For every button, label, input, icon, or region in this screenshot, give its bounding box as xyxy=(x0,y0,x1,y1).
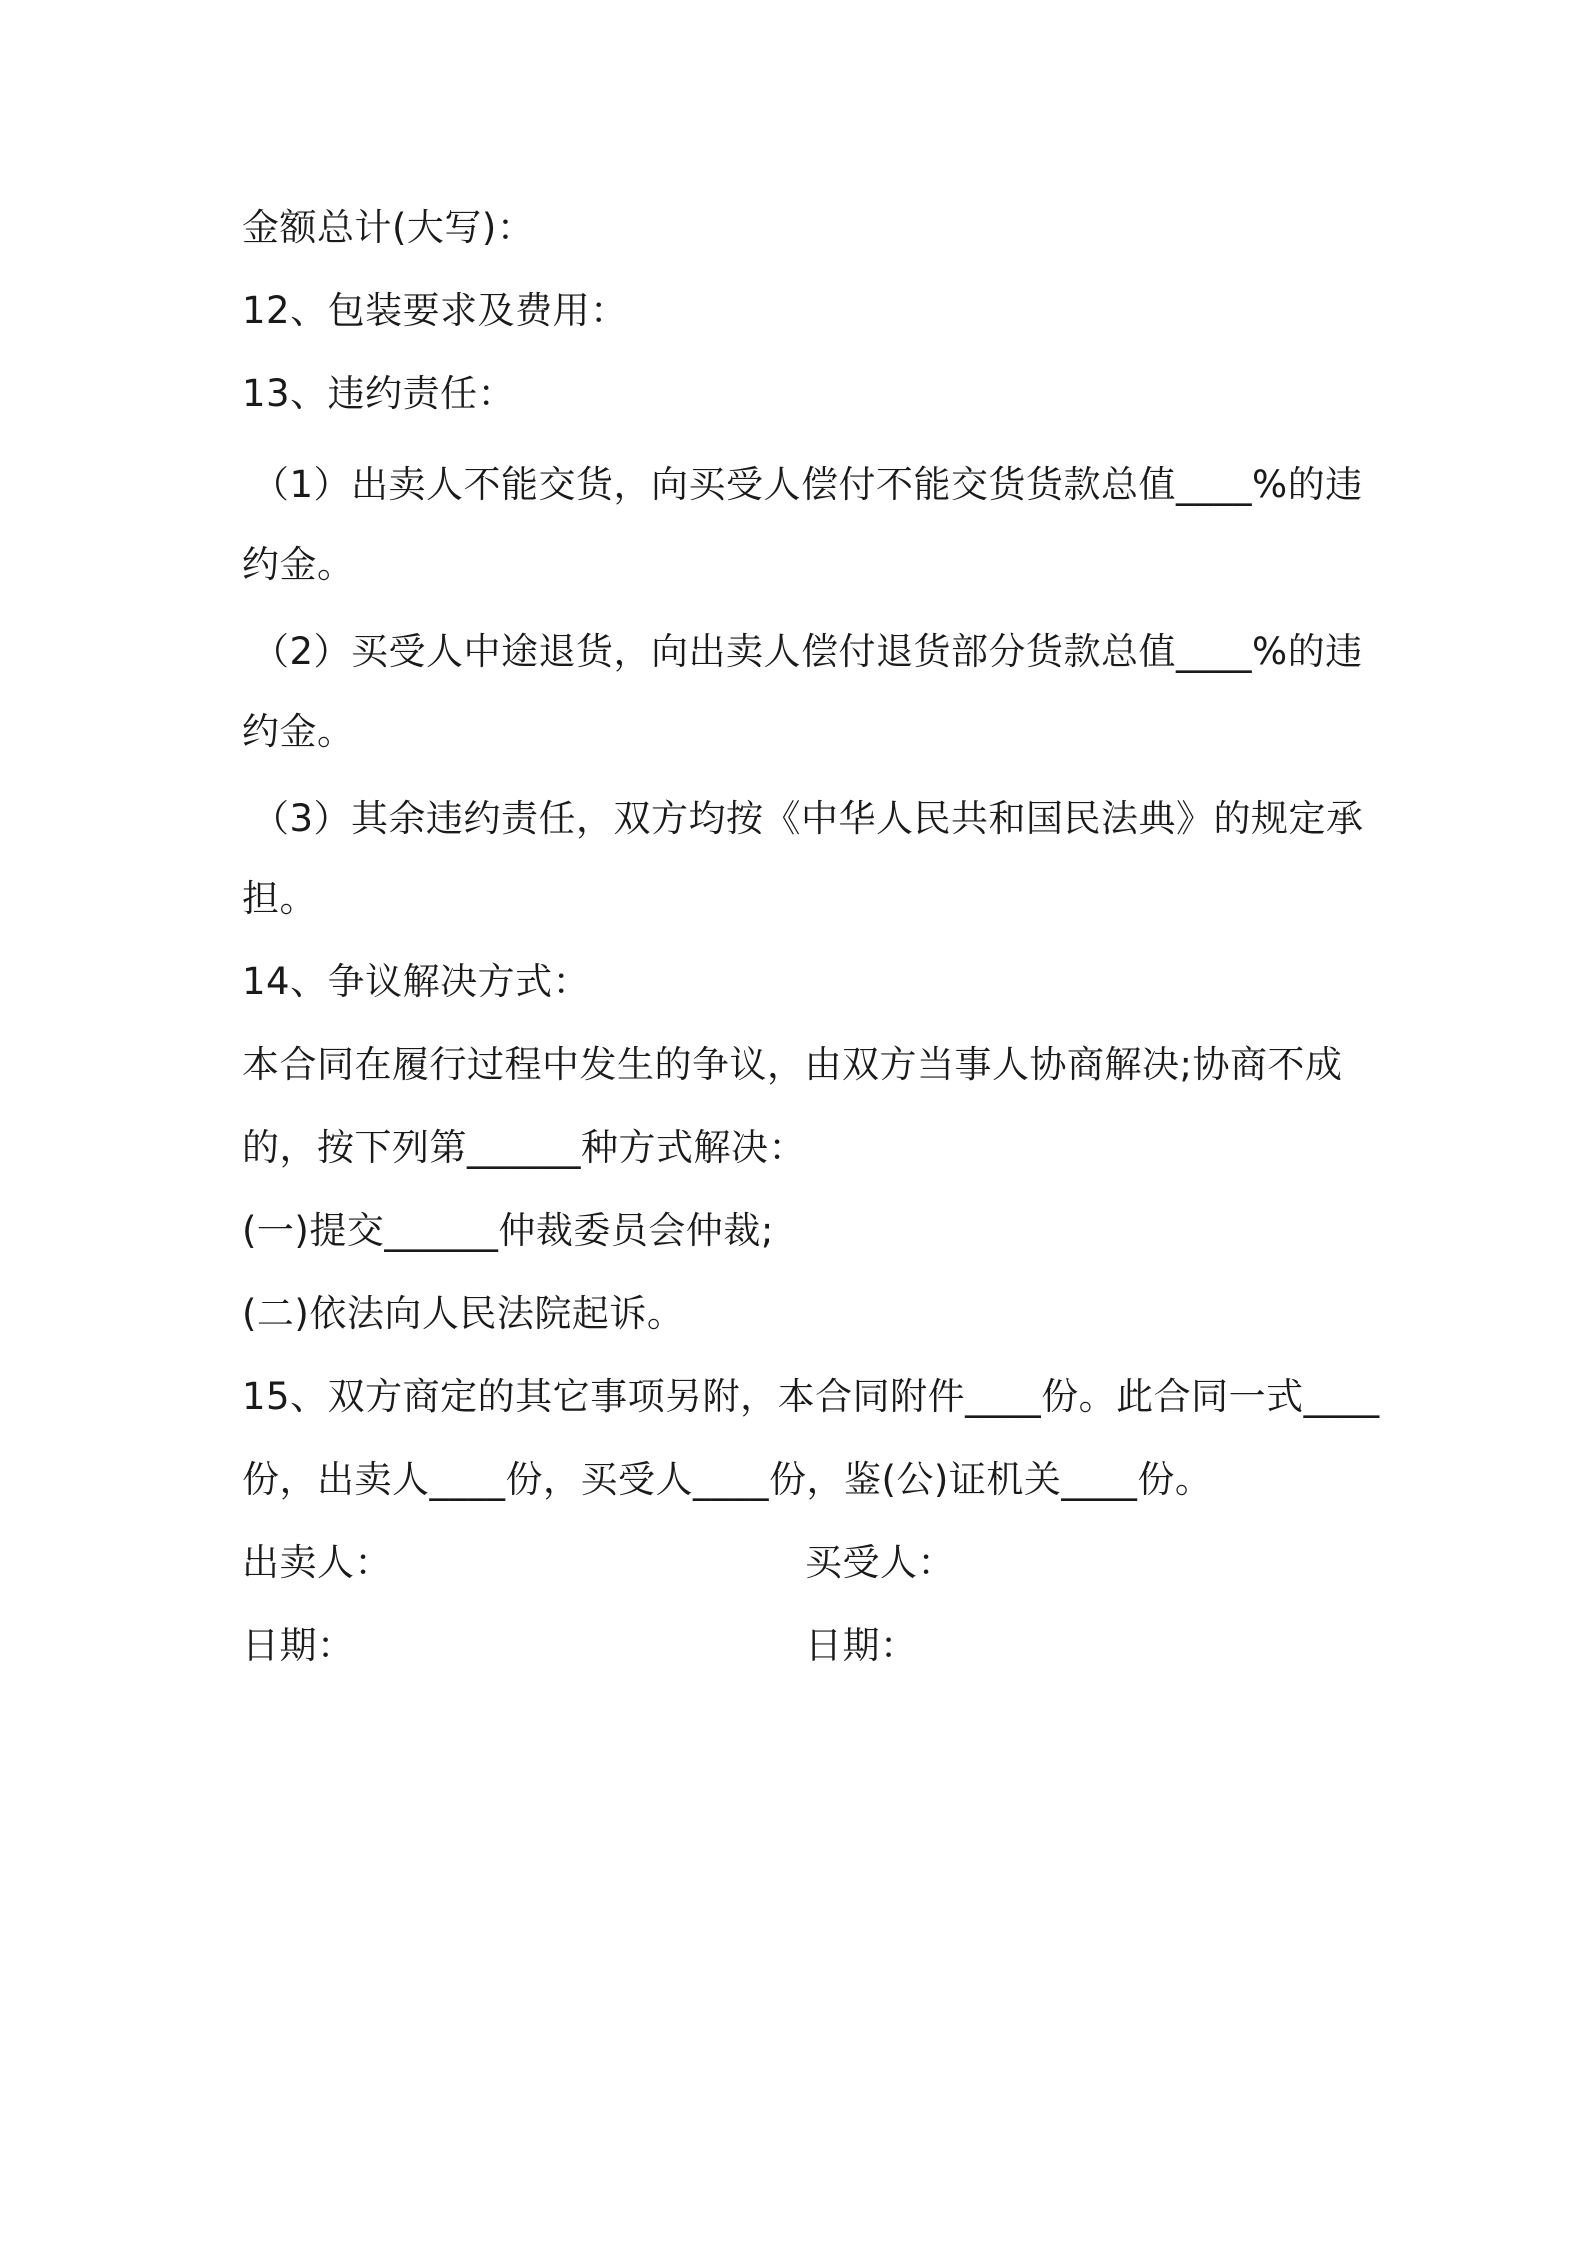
clause-13-heading: 13、违约责任： xyxy=(242,372,516,415)
clause-13-item-3: （3）其余违约责任，双方均按《中华人民共和国民法典》的规定承 xyxy=(252,797,1364,840)
clause-13-item-3-cont: 担。 xyxy=(242,877,317,920)
clause-13-item-1-cont: 约金。 xyxy=(242,543,355,586)
clause-13-item-2-cont: 约金。 xyxy=(242,710,355,753)
clause-14-option-1: (一)提交______仲裁委员会仲裁; xyxy=(242,1209,774,1252)
seller-signature-label: 出卖人： xyxy=(242,1541,392,1584)
clause-15-body-cont: 份，出卖人____份，买受人____份，鉴(公)证机关____份。 xyxy=(242,1458,1213,1501)
clause-14-body-cont: 的，按下列第______种方式解决： xyxy=(242,1126,806,1169)
clause-15-body: 15、双方商定的其它事项另附，本合同附件____份。此合同一式____ xyxy=(242,1375,1380,1418)
clause-13-item-2: （2）买受人中途退货，向出卖人偿付退货部分货款总值____%的违 xyxy=(252,630,1363,673)
clause-14-heading: 14、争议解决方式： xyxy=(242,960,591,1003)
amount-total-line: 金额总计(大写)： xyxy=(242,206,535,249)
seller-date-label: 日期： xyxy=(242,1624,355,1667)
clause-14-option-2: (二)依法向人民法院起诉。 xyxy=(242,1292,685,1335)
clause-13-item-1: （1）出卖人不能交货，向买受人偿付不能交货货款总值____%的违 xyxy=(252,463,1363,506)
buyer-signature-label: 买受人： xyxy=(805,1541,955,1584)
clause-12-heading: 12、包装要求及费用： xyxy=(242,289,628,332)
buyer-date-label: 日期： xyxy=(805,1624,918,1667)
clause-14-body: 本合同在履行过程中发生的争议，由双方当事人协商解决;协商不成 xyxy=(242,1043,1343,1086)
